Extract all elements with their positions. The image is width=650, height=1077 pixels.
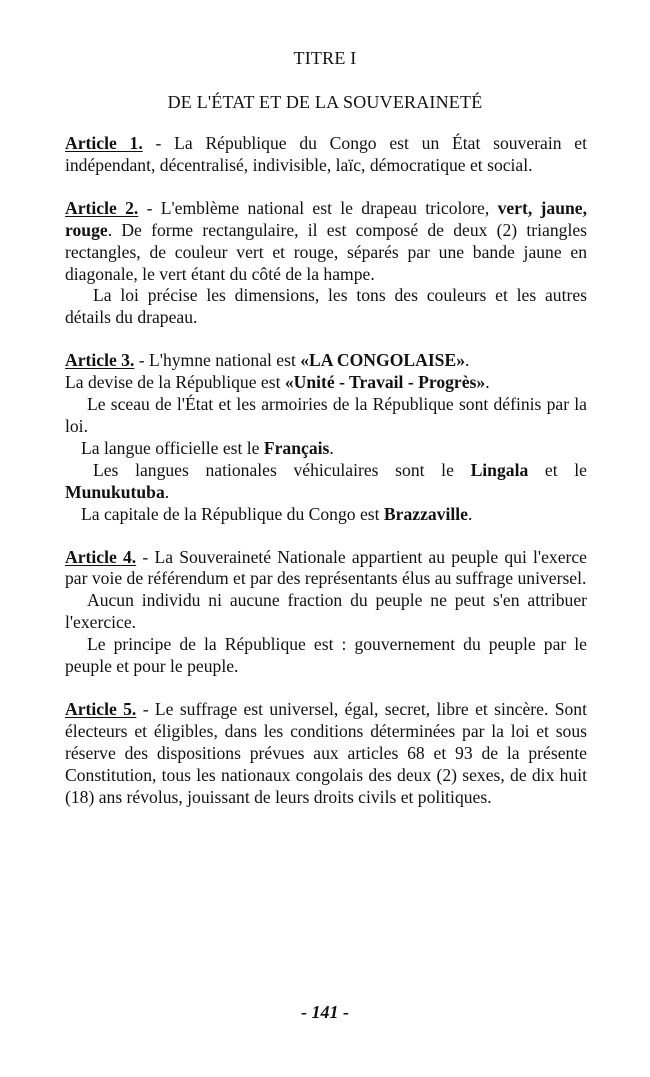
article-2-text-b: . De forme rectangulaire, il est composé de deux (2) triangles rectangles, de couleur vert et rouge, séparés par une bande jaune en diagonale, le vert étant du côté de la hampe. — [65, 219, 587, 284]
article-3-text-b: . — [465, 350, 470, 371]
article-3-paragraph-6 — [65, 504, 587, 526]
national-languages-mid: et le — [528, 459, 587, 480]
section-heading: DE L'ÉTAT ET DE LA SOUVERAINETÉ — [167, 92, 483, 112]
munukutuba: Munukutuba — [65, 481, 165, 502]
article-5-text: - Le suffrage est universel, égal, secret, libre et sincère. Sont électeurs et éligibles, dans les conditions déterminées par la loi et sous réserve des dispositions prévues aux articles 68 et 93 de la présente Constitution, tous les nationaux congolais des deux (2) sexes, de dix huit (18) ans révolus, jouissant de leurs droits civils et politiques. — [65, 698, 587, 807]
article-3-paragraph-1 — [65, 350, 587, 372]
articles-body — [65, 133, 587, 829]
national-languages-text-a: Les langues nationales véhiculaires sont le — [93, 459, 471, 480]
article-4-paragraph-1 — [65, 547, 587, 591]
article-3 — [65, 350, 587, 525]
article-3-label: Article 3. — [65, 350, 135, 371]
article-2-paragraph-1 — [65, 198, 587, 286]
motto-text-b: . — [485, 372, 490, 393]
title-heading: TITRE I — [293, 48, 357, 68]
article-2-text-a: - L'emblème national est le drapeau tricolore, — [138, 197, 498, 218]
flag-colors: vert, jaune, rouge — [65, 197, 587, 240]
capital-text-a: La capitale de la République du Congo est — [81, 503, 384, 524]
page-number: - 141 - — [301, 1002, 349, 1022]
lingala: Lingala — [470, 459, 529, 480]
article-2-paragraph-2: La loi précise les dimensions, les tons des couleurs et les autres détails du drapeau. — [65, 285, 587, 328]
motto-text-a: La devise de la République est — [65, 372, 285, 393]
capital-city: Brazzaville — [383, 503, 468, 524]
article-5-label: Article 5. — [65, 698, 137, 719]
article-5 — [65, 699, 587, 809]
article-3-paragraph-5 — [65, 460, 587, 504]
article-4-paragraph-3: Le principe de la République est : gouvernement du peuple par le peuple et pour le peuple. — [65, 634, 587, 677]
article-4 — [65, 547, 587, 678]
article-1 — [65, 133, 587, 177]
article-4-label: Article 4. — [65, 546, 137, 567]
article-3-paragraph-4 — [65, 438, 587, 460]
language-text-b: . — [329, 437, 334, 458]
national-motto: «Unité - Travail - Progrès» — [284, 372, 486, 393]
article-4-text: - La Souveraineté Nationale appartient au peuple qui l'exerce par voie de référendum et par des représentants élus au suffrage universel. — [65, 546, 587, 589]
article-2-label: Article 2. — [65, 197, 139, 218]
article-3-text-a: - L'hymne national est — [134, 350, 301, 371]
article-3-paragraph-3: Le sceau de l'État et les armoiries de la République sont définis par la loi. — [65, 394, 587, 436]
article-2 — [65, 198, 587, 329]
article-1-paragraph — [65, 133, 587, 177]
national-languages-text-b: . — [164, 481, 170, 502]
article-3-paragraph-2 — [65, 372, 587, 394]
language-text-a: La langue officielle est le — [81, 437, 264, 458]
article-5-paragraph-1 — [65, 699, 587, 809]
official-language: Français — [263, 437, 330, 458]
article-4-paragraph-2: Aucun individu ni aucune fraction du peuple ne peut s'en attribuer l'exercice. — [65, 590, 587, 633]
article-1-label: Article 1. — [65, 133, 143, 153]
article-1-text: - La République du Congo est un État souverain et indépendant, décentralisé, indivisible, laïc, démocratique et social. — [65, 133, 587, 175]
national-anthem: «LA CONGOLAISE» — [300, 350, 465, 371]
capital-text-b: . — [467, 503, 473, 524]
